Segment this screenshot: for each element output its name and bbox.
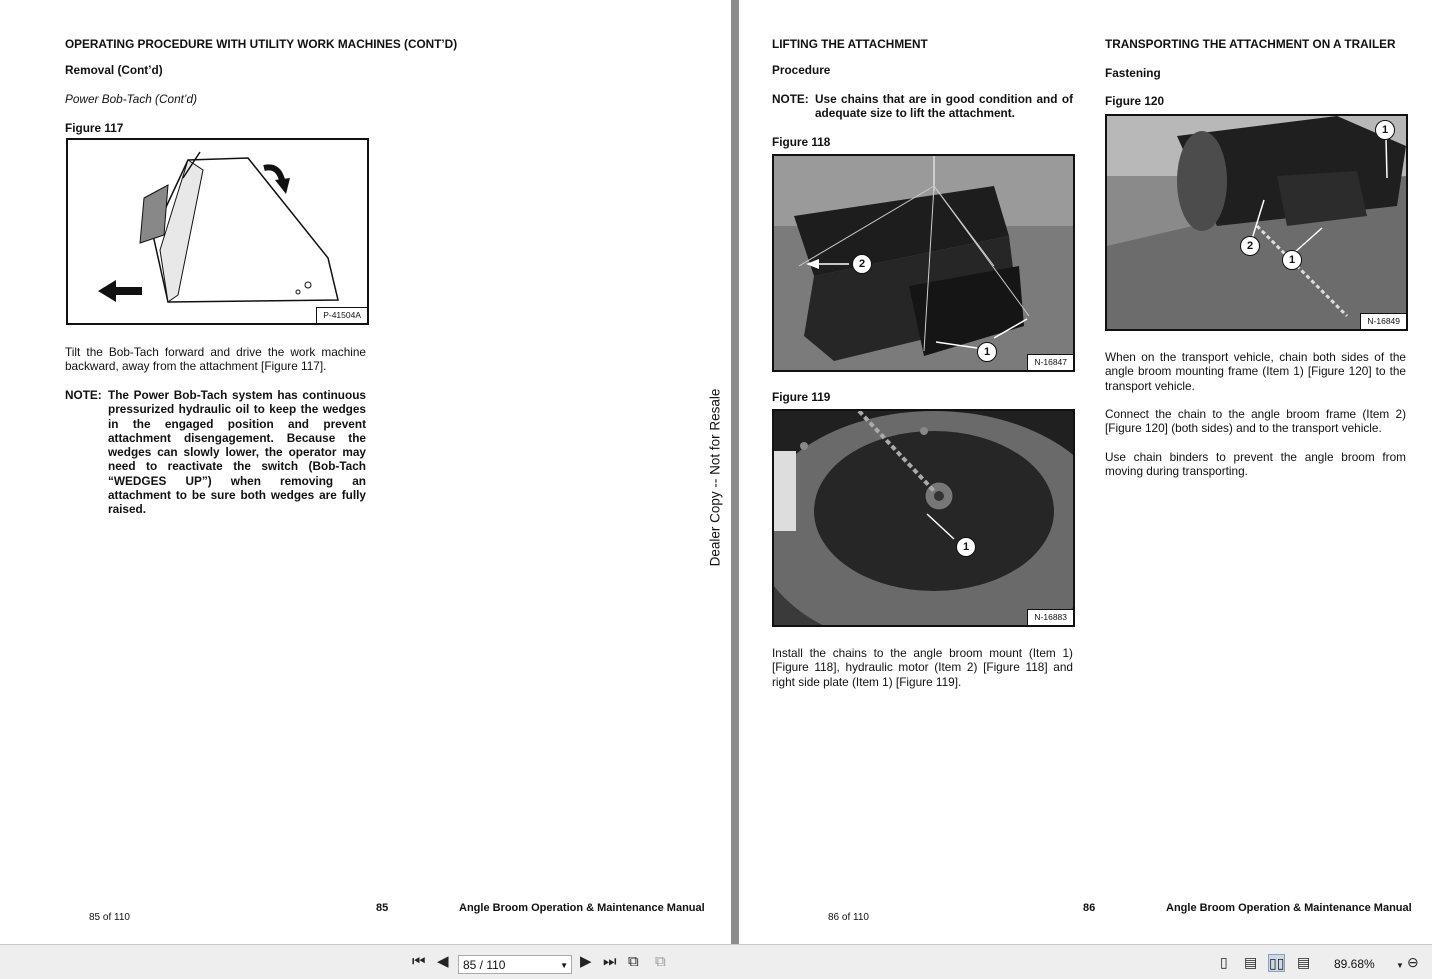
figure-120-label: Figure 120 bbox=[1105, 94, 1165, 108]
left-paragraph: Tilt the Bob-Tach forward and drive the work machine backward, away from the attachment [Figure 117]. bbox=[65, 345, 366, 374]
right-note-body: Use chains that are in good condition and of adequate size to lift the attachment. bbox=[815, 92, 1073, 121]
lifting-paragraph: Install the chains to the angle broom mount (Item 1) [Figure 118], hydraulic motor (Item 2) [Figure 118] and right side plate (Item 1) [Figure 119]. bbox=[772, 646, 1073, 689]
go-back-view-icon[interactable]: ⧉ bbox=[628, 953, 639, 970]
figure-120 bbox=[1105, 114, 1408, 331]
figure-118-callout-2: 2 bbox=[852, 254, 872, 274]
left-footer-title: Angle Broom Operation & Maintenance Manual bbox=[459, 902, 705, 914]
left-page bbox=[0, 0, 731, 944]
figure-120-callout-1-bottom: 1 bbox=[1282, 250, 1302, 270]
figure-117-label: Figure 117 bbox=[65, 121, 124, 135]
figure-120-callout-2: 2 bbox=[1240, 236, 1260, 256]
figure-119-callout-1: 1 bbox=[956, 537, 976, 557]
left-italic-subheading: Power Bob-Tach (Cont’d) bbox=[65, 92, 198, 106]
first-page-button[interactable]: ⏮ bbox=[412, 953, 426, 970]
single-page-view-icon[interactable]: ▯ bbox=[1220, 954, 1228, 970]
continuous-view-icon[interactable]: ▤ bbox=[1244, 954, 1258, 970]
figure-119 bbox=[772, 409, 1075, 627]
left-page-counter: 85 of 110 bbox=[89, 912, 130, 923]
zoom-level[interactable]: 89.68% bbox=[1334, 957, 1375, 971]
figure-117-tag: P-41504A bbox=[316, 307, 367, 323]
next-page-button[interactable]: ▶ bbox=[580, 953, 592, 970]
viewer-toolbar bbox=[0, 944, 1432, 979]
page-number-value: 85 / 110 bbox=[463, 958, 506, 972]
figure-120-photo bbox=[1107, 116, 1406, 329]
figure-117 bbox=[66, 138, 369, 325]
two-page-view-icon[interactable]: ▯▯ bbox=[1269, 955, 1285, 971]
dealer-copy-watermark: Dealer Copy -- Not for Resale bbox=[707, 388, 723, 567]
fastening-subheading: Fastening bbox=[1105, 66, 1161, 80]
right-page bbox=[739, 0, 1432, 944]
transport-paragraph-1: When on the transport vehicle, chain both sides of the angle broom mounting frame (Item 1) [Figure 120] to the transport vehicle. bbox=[1105, 350, 1406, 393]
left-note-body: The Power Bob-Tach system has continuous pressurized hydraulic oil to keep the wedges in the engaged position and prevent attachment disengagement. Because the wedges can slowly lower, the operator may need to reactivate the switch (Bob-Tach “WEDGES UP”) when removing an attachment to be sure both wedges are fully raised. bbox=[108, 388, 366, 517]
left-subheading: Removal (Cont’d) bbox=[65, 63, 163, 77]
figure-120-callout-1-top: 1 bbox=[1375, 120, 1395, 140]
figure-118 bbox=[772, 154, 1075, 372]
figure-119-label: Figure 119 bbox=[772, 390, 831, 404]
figure-117-drawing bbox=[68, 140, 367, 323]
left-heading: OPERATING PROCEDURE WITH UTILITY WORK MACHINES (CONT’D) bbox=[65, 37, 458, 51]
last-page-button[interactable]: ⏭ bbox=[603, 953, 617, 970]
figure-118-label: Figure 118 bbox=[772, 135, 831, 149]
figure-120-tag: N-16849 bbox=[1360, 313, 1406, 329]
procedure-subheading: Procedure bbox=[772, 63, 831, 77]
transporting-heading: TRANSPORTING THE ATTACHMENT ON A TRAILER bbox=[1105, 37, 1396, 51]
page-gutter bbox=[731, 0, 739, 944]
transport-paragraph-3: Use chain binders to prevent the angle broom from moving during transporting. bbox=[1105, 450, 1406, 479]
lifting-heading: LIFTING THE ATTACHMENT bbox=[772, 37, 928, 51]
zoom-dropdown-icon[interactable]: ▼ bbox=[1396, 961, 1404, 970]
go-forward-view-icon[interactable]: ⧉ bbox=[655, 953, 666, 970]
figure-118-tag: N-16847 bbox=[1027, 354, 1073, 370]
left-note-label: NOTE: bbox=[65, 388, 102, 402]
left-page-number: 85 bbox=[376, 902, 389, 914]
figure-118-photo bbox=[774, 156, 1073, 370]
figure-118-callout-1: 1 bbox=[977, 342, 997, 362]
right-page-number: 86 bbox=[1083, 902, 1096, 914]
figure-119-photo bbox=[774, 411, 1073, 625]
right-page-counter: 86 of 110 bbox=[828, 912, 869, 923]
two-page-continuous-view-icon[interactable]: ▤ bbox=[1297, 954, 1311, 970]
figure-119-tag: N-16883 bbox=[1027, 609, 1073, 625]
previous-page-button[interactable]: ◀ bbox=[437, 953, 449, 970]
chevron-down-icon: ▼ bbox=[560, 961, 568, 970]
right-footer-title: Angle Broom Operation & Maintenance Manual bbox=[1166, 902, 1412, 914]
right-note-label: NOTE: bbox=[772, 92, 809, 106]
page-number-select[interactable] bbox=[458, 955, 572, 974]
zoom-out-icon[interactable]: ⊖ bbox=[1407, 954, 1419, 970]
transport-paragraph-2: Connect the chain to the angle broom frame (Item 2) [Figure 120] (both sides) and to the transport vehicle. bbox=[1105, 407, 1406, 436]
